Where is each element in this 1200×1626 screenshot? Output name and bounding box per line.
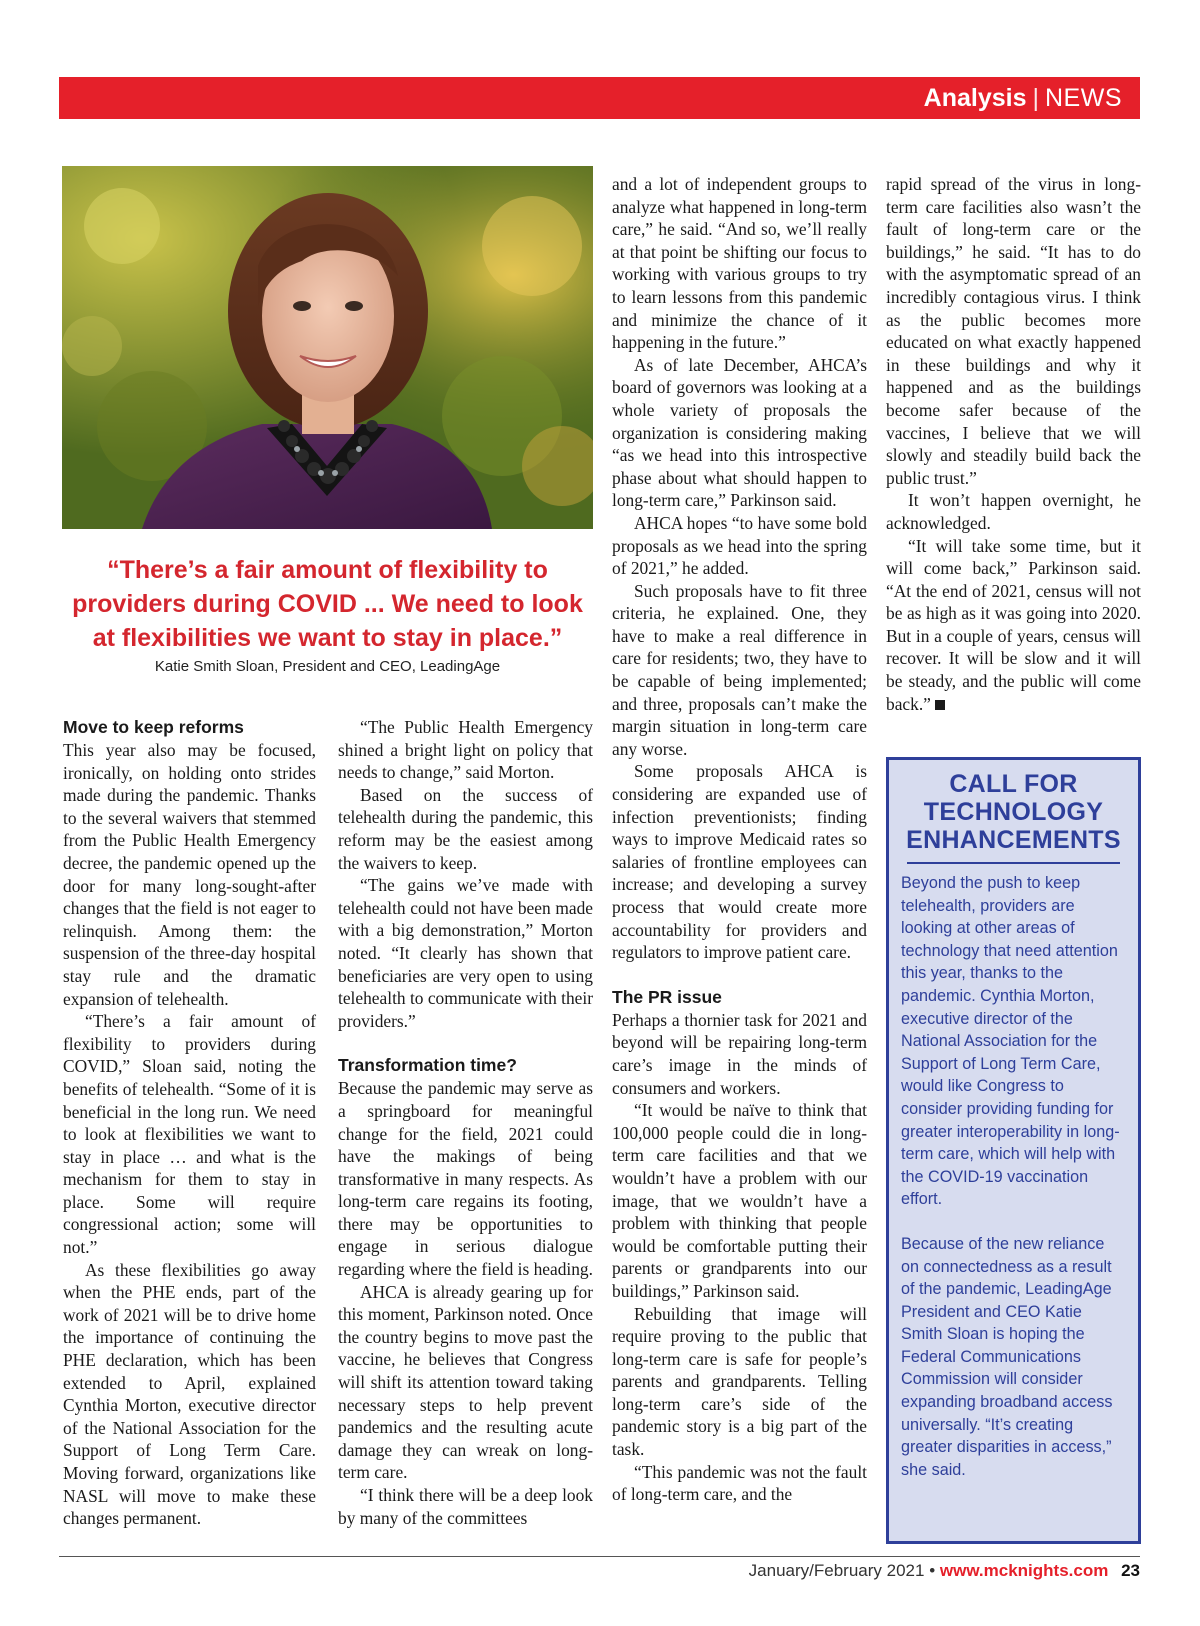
article-column-4	[886, 173, 1141, 715]
sidebar-paragraph: Because of the new reliance on connectedness as a result of the pandemic, LeadingAge President and CEO Katie Smith Sloan is hoping the Federal Communications Commission will consider expanding broadband access universally. “It’s creating greater disparities in access,” she said.	[901, 1234, 1113, 1479]
paragraph: “There’s a fair amount of flexibility to providers during COVID,” Sloan said, noting the benefits of telehealth. “Some of it is beneficial in the long run. We need to look at flexibilities we want to stay in place … and what is the mechanism for them to stay in place. Some will require congressional action; some will not.”	[63, 1011, 316, 1258]
page-footer	[749, 1561, 1140, 1581]
section-header-bar	[59, 77, 1140, 119]
sidebar-divider	[907, 862, 1120, 864]
article-column-3	[612, 173, 867, 1506]
subheading-transformation-time: Transformation time?	[338, 1055, 517, 1076]
paragraph: As these flexibilities go away when the PHE ends, part of the work of 2021 will be to drive home the importance of continuing the PHE declaration, which has been extended to April, explained Cynthia Morton, executive director of the National Association for the Support of Long Term Care. Moving forward, organizations like NASL will move to make these changes permanent.	[63, 1259, 316, 1529]
category-label: NEWS	[1045, 83, 1122, 112]
paragraph: Based on the success of telehealth during the pandemic, this reform may be the easiest among the waivers to keep.	[338, 784, 593, 873]
paragraph: Rebuilding that image will require proving to the public that long-term care is safe for people’s parents and grandparents. Telling long-term care’s side of the pandemic story is a big part of the task.	[612, 1303, 867, 1460]
pull-quote-attribution: Katie Smith Sloan, President and CEO, LeadingAge	[154, 658, 501, 675]
subheading-move-to-keep-reforms: Move to keep reforms	[63, 717, 244, 737]
sidebar-paragraph: Beyond the push to keep telehealth, providers are looking at other areas of technology that need attention this year, thanks to the pandemic. Cynthia Morton, executive director of the National Association for the Support of Long Term Care, would like Congress to consider providing funding for greater interoperability in long-term care, which will help with the COVID-19 vaccination effort.	[901, 874, 1120, 1209]
paragraph: This year also may be focused, ironically, on holding onto strides made during the pandemic. Thanks to the several waivers that stemmed from the Public Health Emergency decree, the pandemic opened up the door for many long-sought-after changes that the field is not eager to relinquish. Among them: the suspension of the three-day hospital stay rule and the dramatic expansion of telehealth.	[63, 740, 316, 1009]
paragraph: and a lot of independent groups to analyze what happened in long-term care,” he said. “And so, we’ll really at that point be shifting our focus to working with various groups to try to learn lessons from this pandemic and minimize the chance of it happening in the future.”	[612, 174, 867, 353]
paragraph-final	[886, 535, 1141, 716]
sidebar-box	[886, 757, 1141, 1544]
paragraph: Some proposals AHCA is considering are expanded use of infection preventionists; finding ways to improve Medicaid rates so salaries of frontline employees can increase; and developing a survey process that would create more accountability for providers and regulators to improve patient care.	[612, 761, 867, 963]
paragraph: Perhaps a thornier task for 2021 and beyond will be repairing long-term care’s image in the minds of consumers and workers.	[612, 1009, 867, 1098]
section-separator: |	[1032, 83, 1039, 112]
end-mark-icon	[935, 700, 945, 710]
portrait-photo	[62, 166, 593, 529]
issue-date: January/February 2021	[748, 1561, 925, 1580]
pull-quote: “There’s a fair amount of flexibility to providers during COVID ... We need to look at flexibilities we want to stay in place.”	[72, 556, 583, 652]
paragraph: Such proposals have to fit three criteria, he explained. One, they have to make a real difference in care for residents; two, they have to be capable of being implemented; and three, proposals can’t make the margin situation in long-term care any worse.	[612, 580, 867, 759]
website-link[interactable]: www.mcknights.com	[939, 1561, 1109, 1580]
section-label: Analysis	[923, 83, 1027, 112]
paragraph: “The gains we’ve made with telehealth could not have been made with a big demonstration,” Morton noted. “It clearly has shown that beneficiaries are very open to using telehealth to communicate with their providers.”	[338, 875, 593, 1031]
paragraph: As of late December, AHCA’s board of governors was looking at a whole variety of proposals the organization is considering making “as we head into this introspective phase about what should happen to long-term care,” Parkinson said.	[612, 354, 867, 511]
paragraph: It won’t happen overnight, he acknowledged.	[886, 490, 1141, 533]
paragraph-text: “It will take some time, but it will come back,” Parkinson said. “At the end of 2021, census will not be as high as it was going into 2020. But in a couple of years, census will recover. It will be slow and it will be steady, and the public will come back.”	[886, 535, 1141, 714]
portrait-illustration	[62, 166, 593, 529]
paragraph: “The Public Health Emergency shined a bright light on policy that needs to change,” said Morton.	[338, 717, 593, 783]
paragraph: “It would be naïve to think that 100,000 people could die in long-term care facilities and that we wouldn’t have a problem with our image, that we wouldn’t have a problem with thinking that people would be comfortable putting their parents or grandparents into our buildings,” Parkinson said.	[612, 1100, 867, 1301]
paragraph: Because the pandemic may serve as a springboard for meaningful change for the field, 2021 could have the makings of being transformative in many respects. As long-term care regains its footing, there may be opportunities to engage in serious dialogue regarding where the field is heading.	[338, 1078, 593, 1280]
paragraph: AHCA hopes “to have some bold proposals as we head into the spring of 2021,” he added.	[612, 512, 867, 579]
subheading-the-pr-issue: The PR issue	[612, 986, 722, 1007]
article-column-2	[338, 716, 593, 1529]
sidebar-title: CALL FOR TECHNOLOGY ENHANCEMENTS	[906, 770, 1121, 854]
paragraph: rapid spread of the virus in long-term care facilities also wasn’t the fault of long-term care or the buildings,” he said. “It has to do with the asymptomatic spread of an incredibly contagious virus. I think as the public becomes more educated on what exactly happened in these buildings and why it happened and as the buildings become safer because of the vaccines, I believe that we will slowly and steadily build back the public trust.”	[886, 174, 1141, 488]
footer-divider	[59, 1556, 1140, 1557]
paragraph: AHCA is already gearing up for this moment, Parkinson noted. Once the country begins to move past the vaccine, he believes that Congress will shift its attention toward taking necessary steps to help prevent pandemics and the resulting acute damage they can wreak on long-term care.	[338, 1281, 593, 1483]
paragraph: “This pandemic was not the fault of long-term care, and the	[612, 1461, 867, 1505]
paragraph: “I think there will be a deep look by many of the committees	[338, 1485, 593, 1528]
page-number: 23	[1121, 1561, 1140, 1580]
footer-bullet: •	[929, 1561, 936, 1580]
article-column-1	[63, 716, 316, 1530]
